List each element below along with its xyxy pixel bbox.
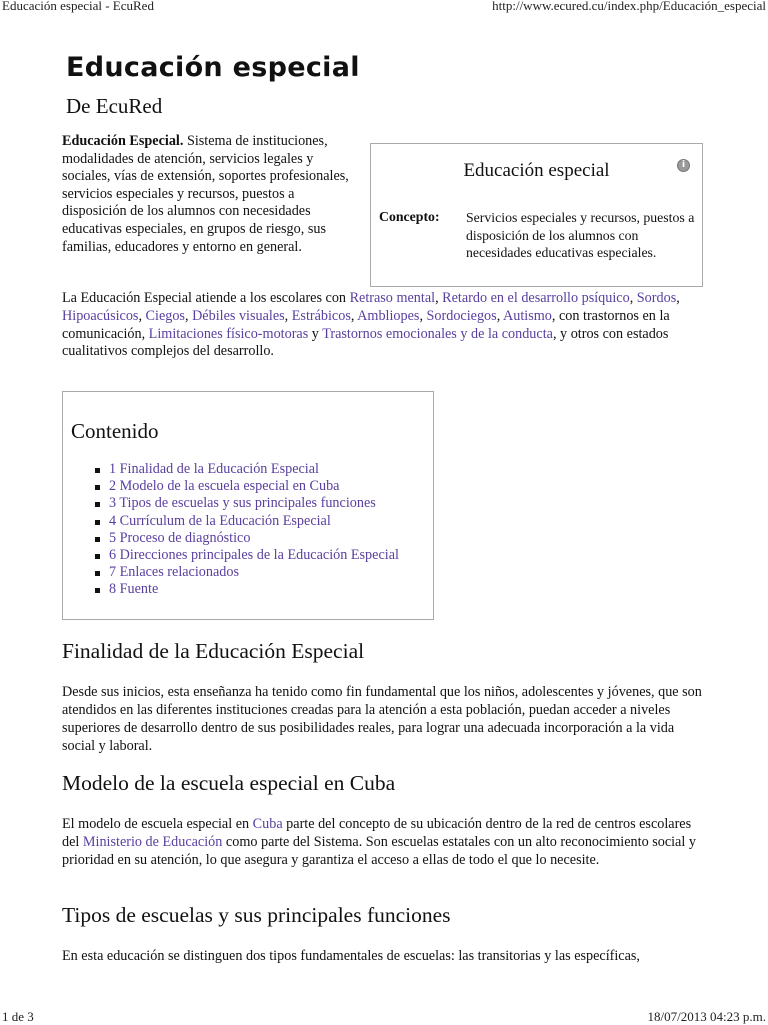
text: , bbox=[284, 307, 292, 324]
link-ministerio-educacion[interactable]: Ministerio de Educación bbox=[82, 834, 223, 850]
text: , bbox=[138, 307, 146, 324]
info-icon[interactable]: i bbox=[677, 159, 690, 172]
infobox-key: Concepto: bbox=[379, 209, 440, 224]
text: como parte del Sistema. Son escuelas estatales con un alto reconocimiento social y prioridad en su atención, lo que asegura y garantiza el acceso a ellas de todo el que lo necesite. bbox=[62, 834, 696, 868]
section-text-modelo bbox=[62, 815, 707, 869]
print-header-title: Educación especial - EcuRed bbox=[2, 0, 154, 13]
link-limitaciones-fisico-motoras[interactable]: Limitaciones físico-motoras bbox=[148, 325, 309, 342]
toc-item bbox=[93, 564, 399, 581]
toc-title: Contenido bbox=[71, 419, 159, 443]
section-heading-tipos: Tipos de escuelas y sus principales funciones bbox=[62, 903, 451, 927]
toc-item bbox=[93, 581, 399, 598]
text: , bbox=[496, 307, 503, 324]
intro-text: Sistema de instituciones, modalidades de atención, servicios legales y sociales, vías de extensión, soportes profesionales, servicios especiales y recursos, puestos a disposición de los alumnos con necesidades educativas especiales, en grupos de riesgo, sus familias, educadores y entorno en general. bbox=[62, 133, 349, 255]
infobox-value: Servicios especiales y recursos, puestos a disposición de los alumnos con necesidades educativas especiales. bbox=[466, 210, 695, 260]
text: , con trastornos en la comunicación, bbox=[62, 307, 670, 342]
section-heading-modelo: Modelo de la escuela especial en Cuba bbox=[62, 771, 396, 795]
toc-link-2[interactable]: 2 Modelo de la escuela especial en Cuba bbox=[109, 478, 340, 495]
section-text-finalidad: Desde sus inicios, esta enseñanza ha tenido como fin fundamental que los niños, adolescentes y jóvenes, que son atendidos en las diferentes instituciones creadas para la atención a esta población, puedan acceder a niveles superiores de desarrollo dentro de sus posibilidades reales, para lograr una adecuada incorporación a la vida social y laboral. bbox=[62, 684, 702, 754]
toc-link-6[interactable]: 6 Direcciones principales de la Educación Especial bbox=[109, 547, 399, 564]
toc-list bbox=[93, 461, 399, 599]
link-debiles-visuales[interactable]: Débiles visuales bbox=[192, 307, 285, 324]
text: La Educación Especial atiende a los escolares con bbox=[62, 290, 350, 306]
toc-link-4[interactable]: 4 Currículum de la Educación Especial bbox=[109, 512, 331, 529]
toc-item bbox=[93, 547, 399, 564]
link-trastornos-emocionales[interactable]: Trastornos emocionales y de la conducta bbox=[322, 325, 553, 342]
print-header-url: http://www.ecured.cu/index.php/Educación_especial bbox=[492, 0, 766, 13]
intro-paragraph bbox=[62, 133, 357, 256]
toc-link-8[interactable]: 8 Fuente bbox=[109, 581, 159, 598]
intro-term: Educación Especial. bbox=[62, 133, 184, 149]
text: , y otros con estados cualitativos complejos del desarrollo. bbox=[62, 325, 669, 360]
text: parte del concepto de su ubicación dentro de la red de centros escolares del bbox=[62, 816, 692, 850]
toc-link-1[interactable]: 1 Finalidad de la Educación Especial bbox=[109, 461, 319, 477]
toc-link-7[interactable]: 7 Enlaces relacionados bbox=[109, 564, 239, 581]
link-sordociegos[interactable]: Sordociegos bbox=[426, 307, 497, 324]
toc-item bbox=[93, 513, 399, 530]
link-retraso-mental[interactable]: Retraso mental bbox=[349, 290, 436, 306]
toc-item bbox=[93, 478, 399, 495]
infobox-title: Educación especial bbox=[463, 160, 610, 181]
link-estrabicos[interactable]: Estrábicos bbox=[291, 307, 351, 324]
coverage-paragraph bbox=[62, 290, 702, 361]
section-heading-finalidad: Finalidad de la Educación Especial bbox=[62, 639, 365, 663]
link-autismo[interactable]: Autismo bbox=[503, 307, 552, 324]
link-retardo-desarrollo[interactable]: Retardo en el desarrollo psíquico bbox=[442, 290, 630, 306]
text: El modelo de escuela especial en bbox=[62, 816, 253, 832]
toc-item bbox=[93, 495, 399, 512]
text: , bbox=[676, 290, 680, 306]
link-ambliopes[interactable]: Ambliopes bbox=[357, 307, 420, 324]
infobox bbox=[370, 143, 703, 287]
text: , bbox=[419, 307, 427, 324]
table-of-contents bbox=[62, 391, 434, 620]
print-datetime: 18/07/2013 04:23 p.m. bbox=[647, 1009, 766, 1024]
page-counter: 1 de 3 bbox=[2, 1009, 34, 1024]
link-ciegos[interactable]: Ciegos bbox=[145, 307, 185, 324]
text: , bbox=[184, 307, 193, 324]
link-hipoacusicos[interactable]: Hipoacúsicos bbox=[62, 307, 139, 324]
toc-link-3[interactable]: 3 Tipos de escuelas y sus principales funciones bbox=[109, 495, 376, 512]
section-text-tipos: En esta educación se distinguen dos tipos fundamentales de escuelas: las transitorias y las específicas, bbox=[62, 948, 640, 964]
text: , bbox=[350, 307, 358, 324]
toc-link-5[interactable]: 5 Proceso de diagnóstico bbox=[109, 529, 251, 546]
page-subtitle: De EcuRed bbox=[66, 94, 163, 118]
page-title: Educación especial bbox=[66, 52, 360, 83]
text: , bbox=[629, 290, 637, 306]
toc-item bbox=[93, 530, 399, 547]
toc-item bbox=[93, 461, 399, 478]
text: y bbox=[308, 325, 323, 342]
text: , bbox=[435, 290, 443, 306]
link-cuba[interactable]: Cuba bbox=[252, 816, 283, 832]
link-sordos[interactable]: Sordos bbox=[636, 290, 677, 306]
